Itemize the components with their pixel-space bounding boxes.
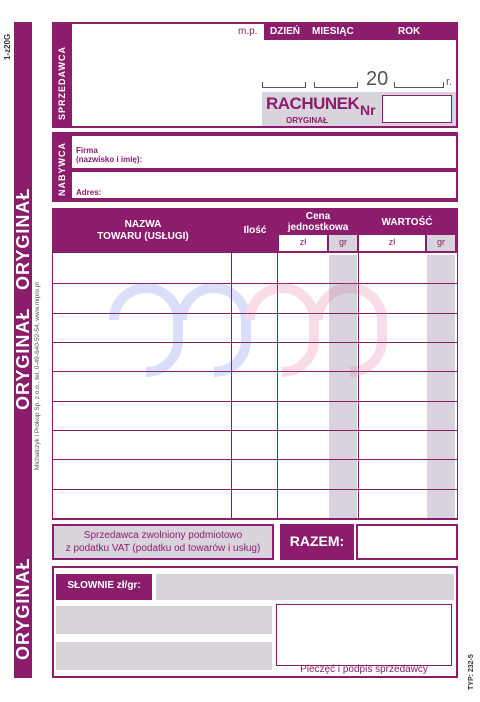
buyer-firm-label: Firma: [76, 146, 98, 155]
total-field[interactable]: [356, 524, 458, 560]
invoice-subtitle: ORYGINAŁ: [286, 116, 328, 125]
exempt-box: [52, 524, 274, 560]
price-gr-label: gr: [338, 237, 347, 247]
seller-section: [52, 22, 458, 128]
total-label: RAZEM:: [289, 533, 345, 549]
exempt-line-1: Sprzedawca zwolniony podmiotowo: [83, 530, 243, 541]
original-watermark-1: ORYGINAŁ: [13, 557, 33, 660]
date-year-field[interactable]: [394, 82, 444, 88]
col-name-header-1: NAZWA: [124, 219, 162, 230]
date-month-field[interactable]: [314, 82, 358, 88]
signature-box[interactable]: [276, 604, 452, 666]
col-qty-header: Ilość: [243, 225, 267, 236]
total-label-box: [280, 524, 354, 560]
stamp-label: Pieczęć i podpis sprzedawcy: [300, 664, 428, 675]
form-code: 1-z20G: [3, 33, 12, 60]
left-strip: [0, 0, 50, 702]
seller-vertical-label: SPRZEDAWCA: [57, 45, 67, 120]
buyer-address-field[interactable]: [72, 172, 456, 198]
buyer-address-label: Adres:: [76, 188, 102, 197]
buyer-firm-sublabel: (nazwisko i imię):: [76, 155, 143, 164]
invoice-nr-label: Nr: [360, 102, 376, 118]
words-label: SŁOWNIE zł/gr:: [67, 580, 141, 591]
table-row[interactable]: [53, 490, 457, 519]
mipro-watermark-icon: [104, 270, 394, 380]
buyer-vertical-label: NABYWCA: [57, 142, 67, 196]
col-price-header-2: jednostkowa: [287, 222, 349, 233]
year-suffix: r.: [446, 76, 453, 88]
date-day-label: DZIEŃ: [270, 26, 300, 37]
value-gr-label: gr: [436, 237, 445, 247]
date-month-label: MIESIĄC: [312, 26, 354, 37]
date-year-label: ROK: [398, 26, 421, 37]
original-watermark-3: ORYGINAŁ: [13, 187, 33, 290]
table-row[interactable]: [53, 402, 457, 431]
col-value-header: WARTOŚĆ: [381, 217, 433, 228]
place-label: m.p.: [238, 26, 258, 37]
table-row[interactable]: [53, 431, 457, 460]
invoice-title: RACHUNEK: [266, 94, 360, 113]
date-day-field[interactable]: [262, 82, 306, 88]
table-row[interactable]: [53, 460, 457, 489]
value-zl-label: zł: [388, 237, 396, 247]
words-field-1[interactable]: [156, 574, 454, 600]
exempt-line-2: z podatku VAT (podatku od towarów i usług): [65, 543, 261, 554]
words-section: [52, 566, 458, 678]
original-watermark-2: ORYGINAŁ: [13, 307, 33, 410]
year-prefix: 20: [366, 68, 389, 90]
col-price-header-1: Cena: [305, 211, 331, 222]
words-field-2[interactable]: [56, 606, 272, 634]
words-field-3[interactable]: [56, 642, 272, 670]
invoice-number-field[interactable]: [382, 95, 452, 123]
col-name-header-2: TOWARU (USŁUGI): [97, 231, 189, 242]
type-code: TYP: 232-5: [468, 654, 475, 690]
publisher-line: Michalczyk i Prokop Sp. z o.o., tel. 0-49-640-52-54, www.mipro.pl: [34, 282, 41, 470]
price-zl-label: zł: [299, 237, 307, 247]
buyer-section: [52, 132, 458, 202]
